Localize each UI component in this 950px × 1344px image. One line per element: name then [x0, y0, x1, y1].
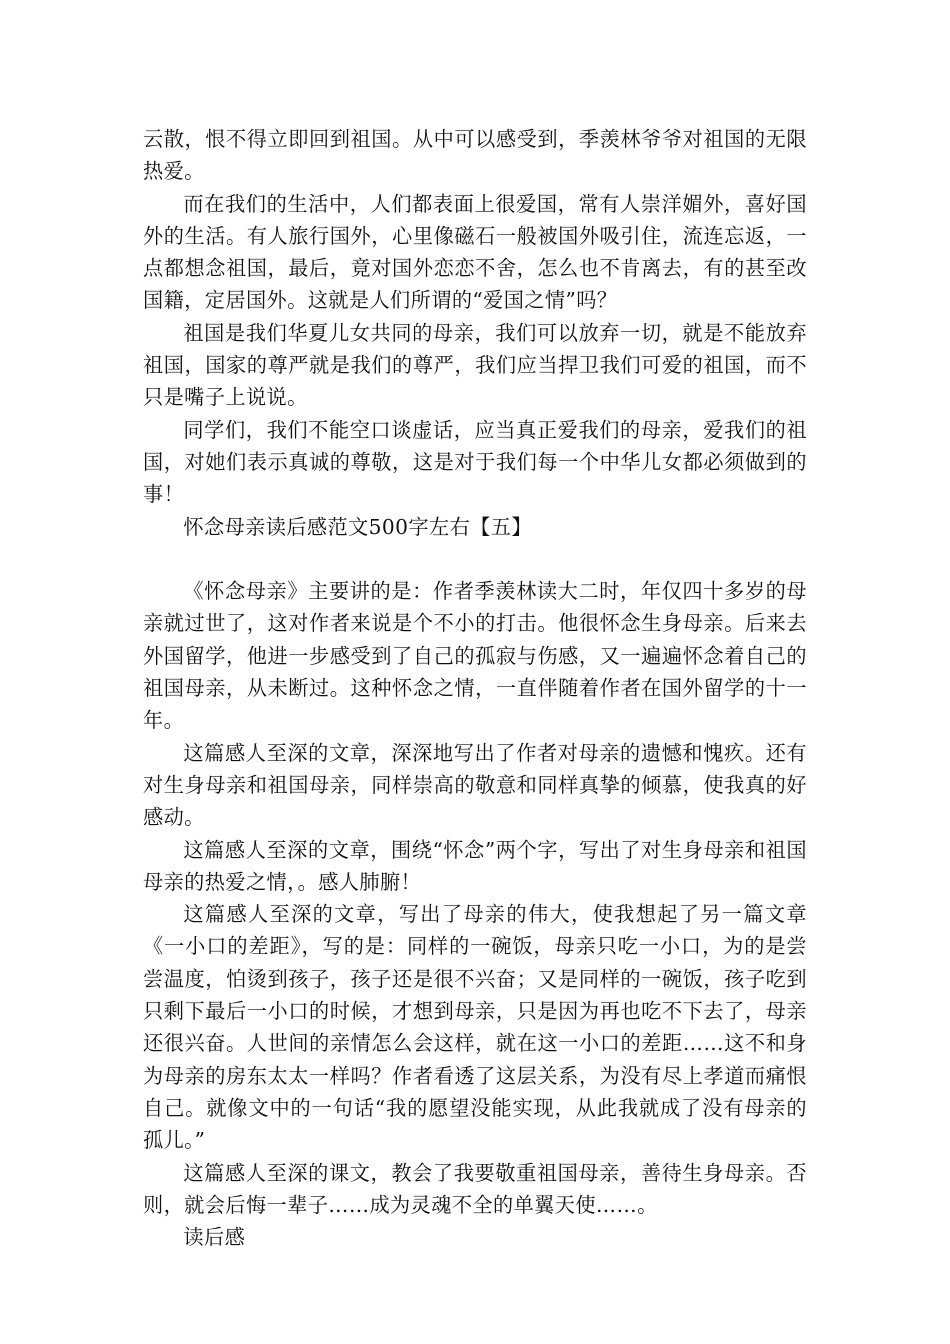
document-page	[143, 123, 807, 1253]
blank-line	[143, 543, 807, 575]
paragraph-7: 这篇感人至深的文章，围绕“怀念”两个字，写出了对生身母亲和祖国母亲的热爱之情，。感人肺腑！	[143, 837, 807, 894]
paragraph-4: 同学们，我们不能空口谈虚话，应当真正爱我们的母亲，爱我们的祖国，对她们表示真诚的尊敬，这是对于我们每一个中华儿女都必须做到的事！	[143, 417, 807, 507]
paragraph-6: 这篇感人至深的文章，深深地写出了作者对母亲的遗憾和愧疚。还有对生身母亲和祖国母亲，同样崇高的敬意和同样真挚的倾慕，使我真的好感动。	[143, 740, 807, 830]
paragraph-3: 祖国是我们华夏儿女共同的母亲，我们可以放弃一切，就是不能放弃祖国，国家的尊严就是我们的尊严，我们应当捍卫我们可爱的祖国，而不只是嘴子上说说。	[143, 320, 807, 410]
paragraph-5: 《怀念母亲》主要讲的是：作者季羡林读大二时，年仅四十多岁的母亲就过世了，这对作者来说是个不小的打击。他很怀念生身母亲。后来去外国留学，他进一步感受到了自己的孤寂与伤感，又一遍遍怀念着自己的祖国母亲，从未断过。这种怀念之情，一直伴随着作者在国外留学的十一年。	[143, 579, 807, 733]
paragraph-9: 这篇感人至深的课文，教会了我要敬重祖国母亲，善待生身母亲。否则，就会后悔一辈子……成为灵魂不全的单翼天使……。	[143, 1160, 807, 1217]
paragraph-1: 云散，恨不得立即回到祖国。从中可以感受到，季羡林爷爷对祖国的无限热爱。	[143, 127, 807, 184]
paragraph-2: 而在我们的生活中，人们都表面上很爱国，常有人崇洋媚外，喜好国外的生活。有人旅行国外，心里像磁石一般被国外吸引住，流连忘返，一点都想念祖国，最后，竟对国外恋恋不舍，怎么也不肯离去，有的甚至改国籍，定居国外。这就是人们所谓的“爱国之情”吗？	[143, 191, 807, 313]
paragraph-8: 这篇感人至深的文章，写出了母亲的伟大，使我想起了另一篇文章《一小口的差距》，写的是：同样的一碗饭，母亲只吃一小口，为的是尝尝温度，怕烫到孩子，孩子还是很不兴奋；又是同样的一碗饭，孩子吃到只剩下最后一小口的时候，才想到母亲，只是因为再也吃不下去了，母亲还很兴奋。人世间的亲情怎么会这样，就在这一小口的差距……这不和身为母亲的房东太太一样吗？作者看透了这层关系，为没有尽上孝道而痛恨自己。就像文中的一句话“我的愿望没能实现，从此我就成了没有母亲的孤儿。”	[143, 902, 807, 1153]
paragraph-10: 读后感	[183, 1225, 246, 1250]
section-heading: 怀念母亲读后感范文500字左右【五】	[183, 514, 532, 539]
